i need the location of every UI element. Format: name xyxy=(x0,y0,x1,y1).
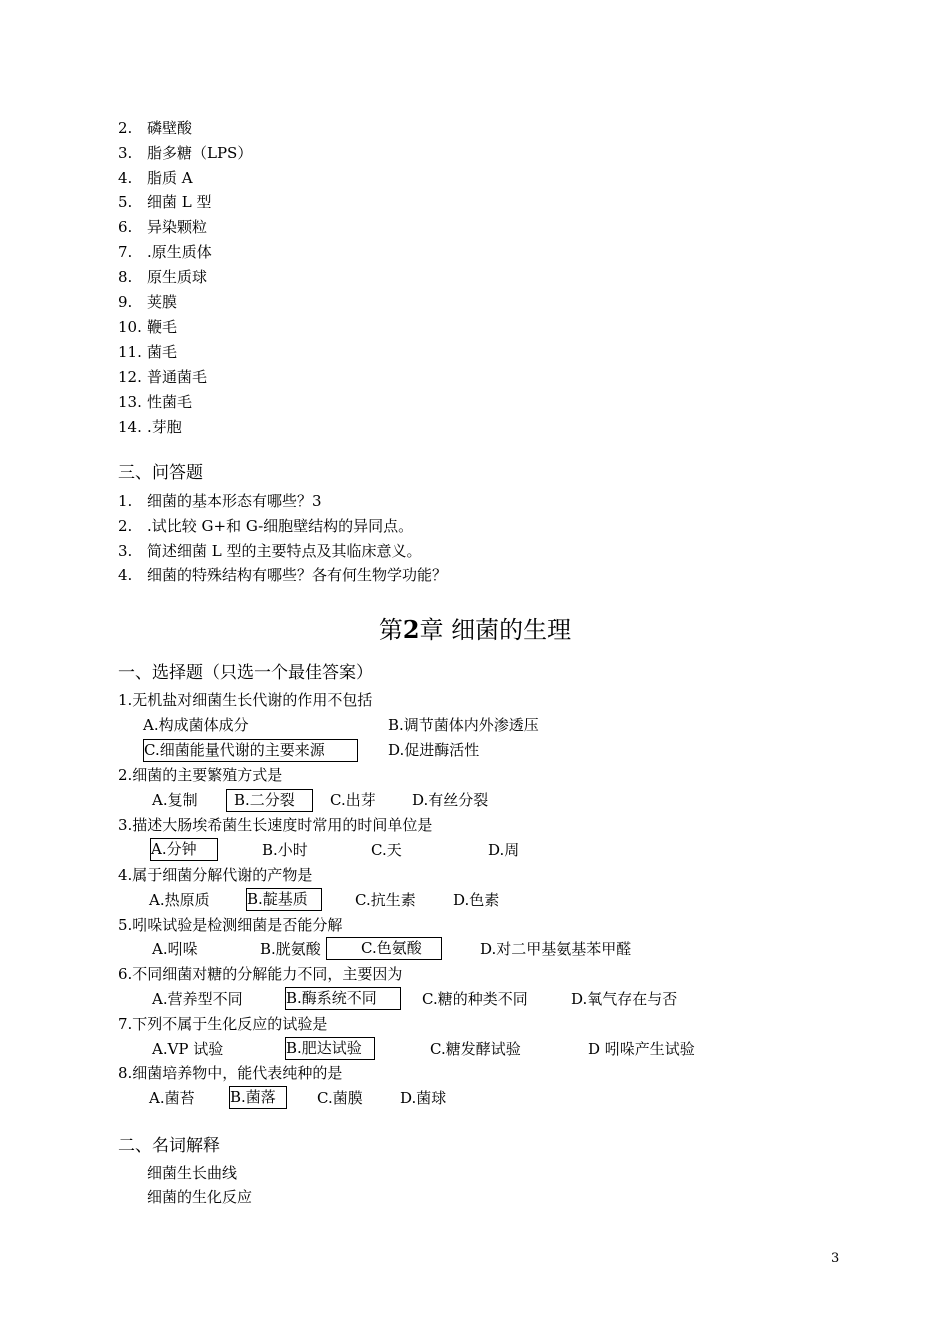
option: C.菌膜 xyxy=(317,1089,363,1107)
list-number: 14. xyxy=(118,418,142,436)
option: C.抗生素 xyxy=(355,891,416,909)
list-number: 4. xyxy=(118,169,133,187)
list-number: 9. xyxy=(118,293,133,311)
option: D.氧气存在与否 xyxy=(571,990,678,1008)
option: A.复制 xyxy=(152,791,198,809)
list-number: 3. xyxy=(118,542,133,560)
option: D.有丝分裂 xyxy=(412,791,489,809)
option-boxed-answer: C.色氨酸 xyxy=(326,937,442,960)
question-stem: 6.不同细菌对糖的分解能力不同，主要因为 xyxy=(118,965,403,983)
list-number: 6. xyxy=(118,218,133,236)
option-boxed-answer: B.酶系统不同 xyxy=(285,987,401,1010)
section-heading: 三、问答题 xyxy=(118,463,203,483)
question-stem: 2.细菌的主要繁殖方式是 xyxy=(118,766,283,784)
question-text: 细菌的特殊结构有哪些？各有何生物学功能？ xyxy=(147,566,448,584)
option-boxed-answer: B.菌落 xyxy=(229,1086,287,1109)
option: D.对二甲基氨基苯甲醛 xyxy=(480,940,632,958)
list-number: 12. xyxy=(118,368,142,386)
list-number: 2. xyxy=(118,517,133,535)
option-boxed-answer: B.二分裂 xyxy=(226,789,313,812)
section-heading: 一、选择题（只选一个最佳答案） xyxy=(118,663,373,683)
option: D 吲哚产生试验 xyxy=(588,1040,695,1058)
list-item: .芽胞 xyxy=(147,418,182,436)
list-item: 鞭毛 xyxy=(147,318,178,336)
list-item: 原生质球 xyxy=(147,268,208,286)
list-number: 5. xyxy=(118,193,133,211)
option-boxed-answer: B.靛基质 xyxy=(246,888,322,911)
list-number: 4. xyxy=(118,566,133,584)
list-number: 8. xyxy=(118,268,133,286)
option: B.胱氨酸 xyxy=(260,940,321,958)
list-number: 1. xyxy=(118,492,133,510)
list-number: 2. xyxy=(118,119,133,137)
option: A.热原质 xyxy=(149,891,210,909)
option: D.周 xyxy=(488,841,520,859)
option: C.糖的种类不同 xyxy=(422,990,528,1008)
list-item: 异染颗粒 xyxy=(147,218,208,236)
list-number: 3. xyxy=(118,144,133,162)
option-boxed-answer: C.细菌能量代谢的主要来源 xyxy=(143,739,358,762)
question-text: 简述细菌 L 型的主要特点及其临床意义。 xyxy=(147,542,422,560)
question-stem: 3.描述大肠埃希菌生长速度时常用的时间单位是 xyxy=(118,816,433,834)
option: D.促进酶活性 xyxy=(388,741,480,759)
chapter-suffix: 章 细菌的生理 xyxy=(419,616,572,644)
option: B.小时 xyxy=(262,841,308,859)
option-boxed-answer: A.分钟 xyxy=(150,838,218,861)
list-item: 脂质 A xyxy=(147,169,193,187)
list-number: 7. xyxy=(118,243,133,261)
option: C.天 xyxy=(371,841,402,859)
list-item: 磷壁酸 xyxy=(147,119,193,137)
option: A.吲哚 xyxy=(152,940,198,958)
question-text: .试比较 G+和 G-细胞壁结构的异同点。 xyxy=(147,517,414,535)
list-number: 10. xyxy=(118,318,142,336)
option: C.出芽 xyxy=(330,791,376,809)
option: D.色素 xyxy=(453,891,500,909)
list-item: 普通菌毛 xyxy=(147,368,208,386)
list-item: 荚膜 xyxy=(147,293,178,311)
list-number: 13. xyxy=(118,393,142,411)
question-text: 细菌的基本形态有哪些？3 xyxy=(147,492,322,510)
question-stem: 7.下列不属于生化反应的试验是 xyxy=(118,1015,328,1033)
question-stem: 8.细菌培养物中，能代表纯种的是 xyxy=(118,1064,343,1082)
question-stem: 4.属于细菌分解代谢的产物是 xyxy=(118,866,313,884)
term-item: 细菌的生化反应 xyxy=(147,1188,253,1206)
question-stem: 1.无机盐对细菌生长代谢的作用不包括 xyxy=(118,691,373,709)
list-item: 细菌 L 型 xyxy=(147,193,212,211)
option-boxed-answer: B.肥达试验 xyxy=(285,1037,375,1060)
chapter-title xyxy=(0,615,950,644)
term-item: 细菌生长曲线 xyxy=(147,1164,238,1182)
list-item: 性菌毛 xyxy=(147,393,193,411)
option: A.菌苔 xyxy=(149,1089,195,1107)
list-item: 菌毛 xyxy=(147,343,178,361)
option: A.构成菌体成分 xyxy=(143,716,249,734)
option: A.VP 试验 xyxy=(152,1040,224,1058)
chapter-prefix: 第 xyxy=(378,616,403,644)
question-stem: 5.吲哚试验是检测细菌是否能分解 xyxy=(118,916,343,934)
list-number: 11. xyxy=(118,343,142,361)
option: D.菌球 xyxy=(400,1089,447,1107)
option: C.糖发酵试验 xyxy=(430,1040,521,1058)
list-item: 脂多糖（LPS） xyxy=(147,144,253,162)
page-number: 3 xyxy=(831,1251,840,1266)
section-heading: 二、名词解释 xyxy=(118,1136,220,1156)
list-item: .原生质体 xyxy=(147,243,212,261)
option: A.营养型不同 xyxy=(152,990,243,1008)
option: B.调节菌体内外渗透压 xyxy=(388,716,539,734)
chapter-number: 2 xyxy=(402,615,420,644)
